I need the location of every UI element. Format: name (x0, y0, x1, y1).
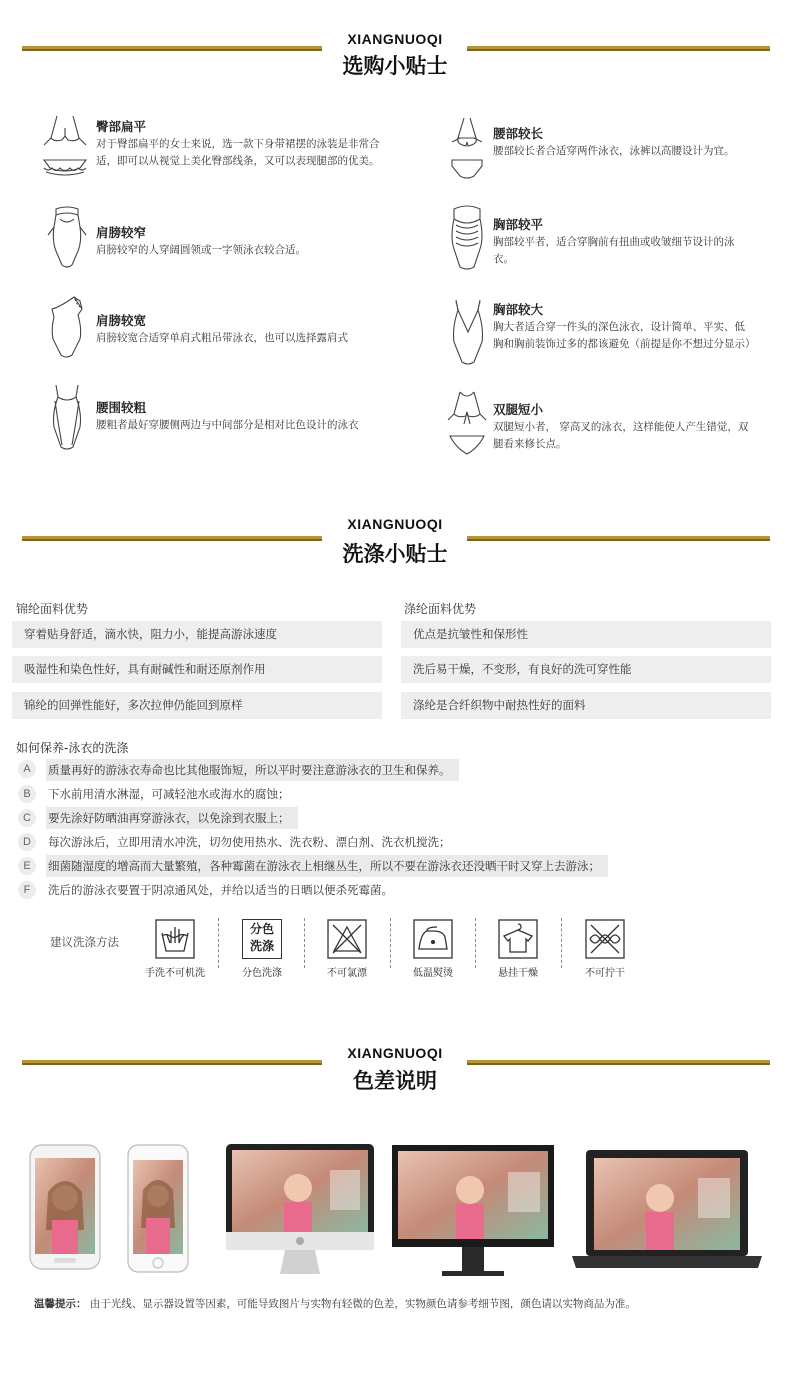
section-brand: XIANGNUOQI (347, 1045, 443, 1061)
step-letter: A (18, 760, 36, 778)
onepiece-oneshoulder-icon (44, 295, 90, 361)
step-text: 细菌随湿度的增高而大量繁殖，各种霉菌在游泳衣上相继丛生，所以不要在游泳衣还没晒干时又穿上去游泳； (46, 855, 608, 877)
tip-title: 腰围较粗 (96, 400, 147, 415)
header-bar-right (467, 46, 770, 51)
step-letter: C (18, 809, 36, 827)
section-brand: XIANGNUOQI (347, 516, 443, 532)
step-letter: E (18, 857, 36, 875)
nylon-heading: 锦纶面料优势 (16, 602, 89, 616)
section-brand: XIANGNUOQI (347, 31, 443, 47)
wash-caption: 不可氯漂 (327, 968, 367, 979)
iphone-icon (128, 1145, 188, 1272)
tip-text: 双腿短小者， 穿高叉的泳衣，这样能使人产生错觉，双腿看来修长点。 (493, 421, 749, 450)
header-bar-left (22, 1060, 322, 1065)
tip-title: 肩膀较窄 (96, 225, 147, 240)
tip-title: 腰部较长 (493, 126, 544, 141)
section-title: 洗涤小贴士 (342, 542, 448, 566)
tip-text: 对于臀部扁平的女士来说，选一款下身带裙摆的泳装是非常合适，即可以从视觉上美化臀部线条，又可以表现腿部的优美。 (96, 138, 380, 167)
step-text: 要先涂好防晒油再穿游泳衣，以免涂到衣服上； (46, 807, 298, 829)
onepiece-ruched-icon (444, 205, 490, 273)
step-text: 下水前用清水淋湿，可减轻池水或海水的腐蚀； (48, 787, 290, 801)
polyester-row: 涤纶是合纤织物中耐热性好的面料 (401, 692, 771, 719)
low-iron-icon (413, 919, 453, 959)
onepiece-vneck-icon (446, 298, 490, 368)
divider (390, 918, 391, 968)
onepiece-roundneck-icon (42, 205, 92, 271)
onepiece-colorblock-icon (44, 383, 90, 453)
tip-title: 双腿短小 (493, 402, 544, 417)
wash-label: 建议洗涤方法 (50, 935, 119, 949)
no-bleach-icon (327, 919, 367, 959)
tip-text: 肩膀较宽合适穿单肩式粗吊带泳衣，也可以选择露肩式 (96, 332, 348, 344)
polyester-row: 洗后易干燥，不变形，有良好的洗可穿性能 (401, 656, 771, 683)
polyester-heading: 涤纶面料优势 (404, 602, 477, 616)
header-bar-right (467, 1060, 770, 1065)
divider (475, 918, 476, 968)
wash-caption: 手洗不可机洗 (145, 968, 205, 979)
bikini-halter-icon (444, 390, 490, 460)
bikini-highwaist-icon (444, 116, 490, 182)
tip-text: 肩膀较窄的人穿阔圆领或一字领泳衣较合适。 (96, 244, 306, 256)
wash-caption: 悬挂干燥 (498, 968, 538, 979)
step-text: 每次游泳后，立即用清水冲洗，切勿使用热水、洗衣粉、漂白剂、洗衣机搅洗； (48, 835, 451, 849)
tip-title: 肩膀较宽 (96, 313, 147, 328)
step-letter: B (18, 785, 36, 803)
imac-icon (226, 1144, 374, 1274)
tip-text: 胸部较平者，适合穿胸前有扭曲或收皱细节设计的泳衣。 (493, 236, 735, 265)
nylon-row: 吸湿性和染色性好，具有耐碱性和耐还原剂作用 (12, 656, 382, 683)
divider (304, 918, 305, 968)
wash-caption: 不可拧干 (585, 968, 625, 979)
divider (218, 918, 219, 968)
header-bar-right (467, 536, 770, 541)
bikini-ruffle-icon (40, 112, 90, 184)
hand-wash-icon (155, 919, 195, 959)
step-letter: D (18, 833, 36, 851)
step-text: 质量再好的游泳衣寿命也比其他服饰短，所以平时要注意游泳衣的卫生和保养。 (46, 759, 459, 781)
section-title: 选购小贴士 (342, 54, 448, 78)
warm-tip-label: 温馨提示： (34, 1298, 87, 1310)
wash-caption: 分色洗涤 (242, 968, 282, 979)
tip-text: 腰部较长者合适穿两件泳衣，泳裤以高腰设计为宜。 (493, 145, 735, 157)
separate-wash-glyph-bottom: 洗涤 (249, 939, 274, 953)
devices-illustration (0, 1130, 790, 1290)
header-bar-left (22, 536, 322, 541)
laptop-icon (572, 1150, 762, 1268)
divider (561, 918, 562, 968)
section-title: 色差说明 (353, 1069, 437, 1093)
step-letter: F (18, 881, 36, 899)
android-phone-icon (30, 1145, 100, 1269)
header-bar-left (22, 46, 322, 51)
warm-tip-text: 由于光线、显示器设置等因素，可能导致图片与实物有轻微的色差，实物颜色请参考细节图，颜色请以实物商品为准。 (89, 1298, 636, 1310)
tip-text: 腰粗者最好穿腰侧两边与中间部分是相对比色设计的泳衣 (96, 419, 359, 431)
nylon-row: 锦纶的回弹性能好，多次拉伸仍能回到原样 (12, 692, 382, 719)
hang-dry-icon (498, 919, 538, 959)
care-heading: 如何保养-泳衣的洗涤 (16, 741, 129, 755)
polyester-row: 优点是抗皱性和保形性 (401, 621, 771, 648)
tip-text: 胸大者适合穿一件头的深色泳衣，设计简单、平实、低胸和胸前装饰过多的都该避免（前提是你不想过分显示） (493, 321, 756, 350)
nylon-row: 穿着贴身舒适，滴水快，阻力小，能提高游泳速度 (12, 621, 382, 648)
step-text: 洗后的游泳衣要置于阴凉通风处，并给以适当的日晒以便杀死霉菌。 (48, 883, 393, 897)
separate-wash-glyph-top: 分色 (249, 922, 274, 936)
wash-caption: 低温熨烫 (413, 968, 453, 979)
tip-title: 胸部较大 (493, 302, 544, 317)
tip-title: 臀部扁平 (96, 119, 147, 134)
monitor-icon (392, 1145, 554, 1276)
no-wring-icon (585, 919, 625, 959)
separate-wash-icon (242, 919, 282, 959)
warm-tip (34, 1296, 636, 1311)
tip-title: 胸部较平 (493, 217, 544, 232)
